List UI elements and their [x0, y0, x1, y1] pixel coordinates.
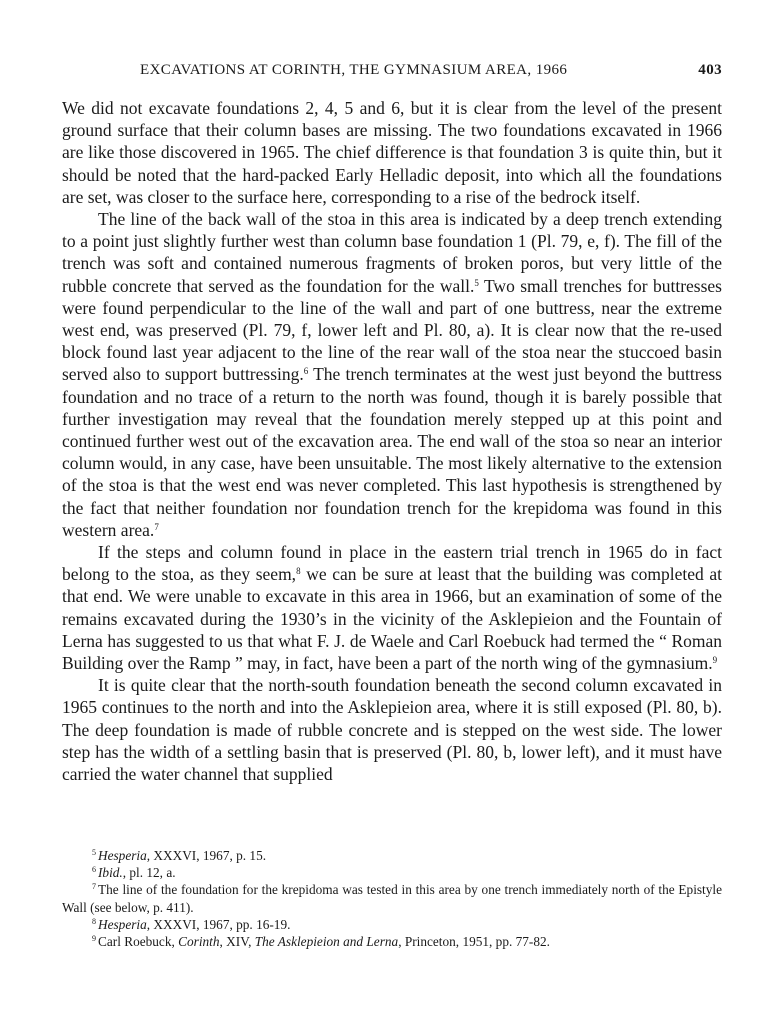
- footnote: [62, 916, 722, 933]
- text-run: The trench terminates at the west just beyond the buttress foundation and no trace of a return to the north was found, though it is barely possible that further investigation may reveal that the foundation merely stepped up at this point and continued further west out of the excavation area. The end wall of the stoa so near an interior column would, in any case, have been unsuitable. The most likely alternative to the extension of the stoa is that the west end was never completed. This last hypothesis is strengthened by the fact that neither foundation nor foundation trench for the krepidoma was found in this western area.: [62, 364, 722, 540]
- text-run: We did not excavate foundations 2, 4, 5 and 6, but it is clear from the level of the present ground surface that their column bases are missing. The two foundations excavated in 1966 are like those discovered in 1965. The chief difference is that foundation 3 is quite thin, but it should be noted that the hard-packed Early Helladic deposit, into which all the foundations are set, was closer to the surface here, corresponding to a rise of the bedrock itself.: [62, 98, 722, 207]
- footnote: [62, 881, 722, 915]
- page-number: 403: [698, 62, 722, 78]
- text-run: , XXXVI, 1967, pp. 16-19.: [146, 916, 291, 932]
- paragraph: [62, 97, 722, 208]
- footnote-number: 8: [92, 916, 96, 926]
- text-run: , XIV,: [219, 934, 255, 950]
- footnote-reference: 7: [154, 521, 159, 532]
- italic-text: Hesperia: [98, 848, 147, 863]
- text-run: It is quite clear that the north-south foundation beneath the second column excavated in 1965 continues to the north and into the Asklepieion area, where it is still exposed (Pl. 80, b). The deep foundation is made of rubble concrete and is stepped on the west side. The lower step has the width of a settling basin that is preserved (Pl. 80, b, lower left), and it must have carried the water channel that supplied: [62, 675, 722, 785]
- footnote-number: 6: [92, 865, 96, 875]
- text-run: If the steps and column found in place in the eastern trial trench in 1965 do in fact belong to the stoa, as they seem,: [62, 542, 722, 585]
- body-text: [62, 97, 722, 785]
- footnote: [62, 864, 722, 881]
- text-run: Two small trenches for buttresses were found perpendicular to the line of the wall and part of one buttress, near the extreme west end, was preserved (Pl. 79, f, lower left and Pl. 80, a). It is clear now that the re-used block found last year adjacent to the line of the rear wall of the stoa near the stuccoed basin served also to support buttressing.: [62, 275, 722, 385]
- italic-text: Corinth: [178, 934, 220, 950]
- italic-text: Hesperia: [98, 916, 147, 932]
- footnote: [62, 933, 722, 950]
- footnote-reference: 9: [712, 655, 718, 666]
- italic-text: Ibid.: [98, 865, 123, 881]
- running-head-title: EXCAVATIONS AT CORINTH, THE GYMNASIUM AREA, 1966: [140, 62, 568, 78]
- footnote-number: 9: [92, 934, 96, 944]
- footnote-number: 7: [92, 882, 96, 892]
- text-run: we can be sure at least that the building was completed at that end. We were unable to excavate in this area in 1966, but an examination of some of the remains excavated during the 1930’s in the vicinity of the Asklepieion and the Fountain of Lerna has suggested to us that what F. J. de Waele and Carl Roebuck had termed the “ Roman Building over the Ramp ” may, in fact, have been a part of the north wing of the gymnasium.: [62, 564, 722, 674]
- paragraph: [62, 208, 722, 541]
- text-run: The line of the foundation for the krepidoma was tested in this area by one trench immediately north of the Epistyle Wall (see below, p. 411).: [62, 882, 722, 915]
- text-run: , XXXVI, 1967, p. 15.: [146, 848, 267, 863]
- text-run: , pl. 12, a.: [122, 865, 176, 881]
- footnote: [62, 847, 722, 864]
- footnote-reference: 8: [296, 566, 301, 577]
- footnote-reference: 6: [303, 366, 309, 377]
- paragraph: [62, 674, 722, 785]
- italic-text: The Asklepieion and Lerna: [254, 934, 399, 950]
- footnotes: [62, 847, 722, 950]
- text-run: The line of the back wall of the stoa in this area is indicated by a deep trench extending to a point just slightly further west than column base foundation 1 (Pl. 79, e, f). The fill of the trench was soft and contained numerous fragments of broken poros, but very little of the rubble concrete that served as the foundation for the wall.: [62, 209, 722, 296]
- footnote-reference: 5: [474, 277, 479, 288]
- text-run: , Princeton, 1951, pp. 77-82.: [398, 934, 550, 950]
- paragraph: [62, 541, 722, 674]
- footnote-number: 5: [92, 848, 96, 857]
- text-run: Carl Roebuck,: [98, 934, 179, 950]
